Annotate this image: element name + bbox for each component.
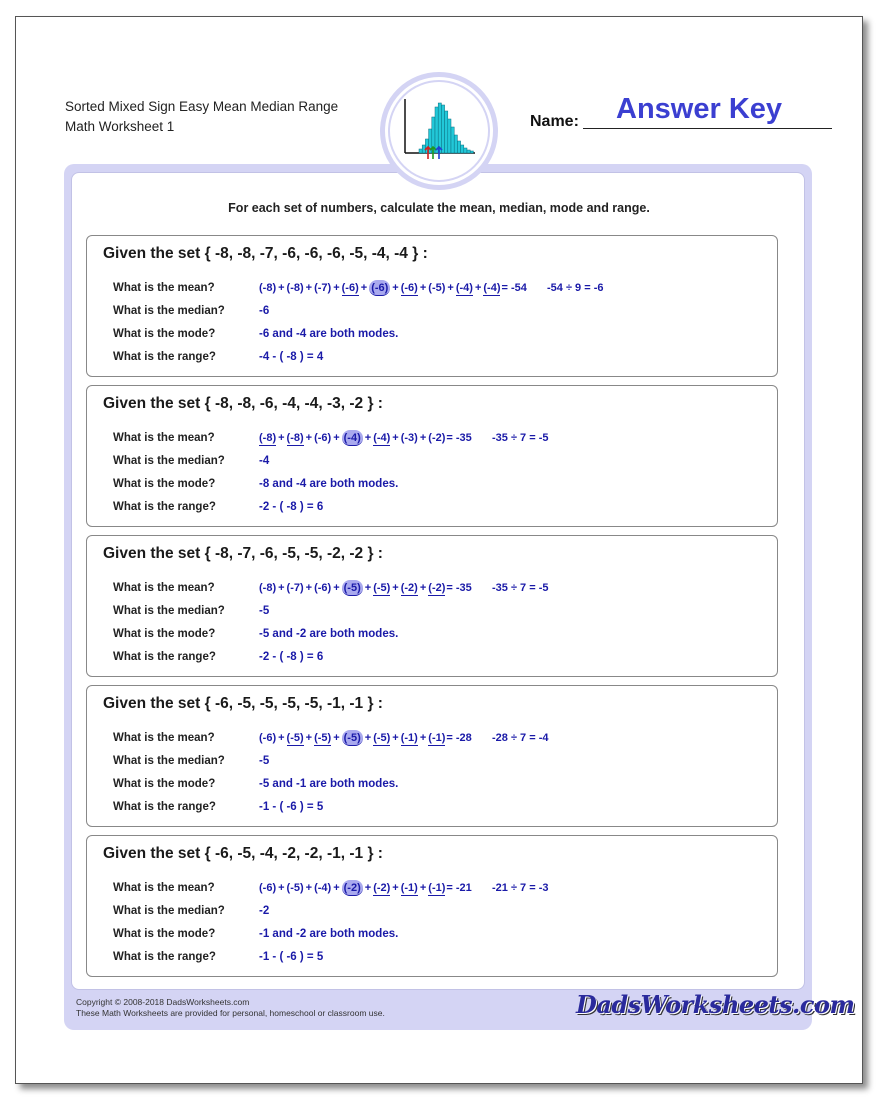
mean-label: What is the mean? [113,732,215,744]
mean-label: What is the mean? [113,882,215,894]
median-term: (-6) [371,282,389,294]
median-answer: -6 [259,305,270,317]
median-label: What is the median? [113,605,225,617]
median-row [113,453,773,471]
mean-row [113,730,773,748]
arrow-icons [425,147,442,159]
plus-sign: + [474,282,482,294]
footer-copyright [76,997,385,1019]
plus-sign: + [419,732,427,744]
plus-sign: + [360,282,368,294]
plus-sign: + [419,882,427,894]
histogram-bar [419,149,422,153]
mean-division: -54 ÷ 9 = -6 [547,282,604,294]
median-term: (-5) [343,732,361,744]
sum-term: (-4) [483,282,501,294]
plus-sign: + [333,432,340,444]
worksheet-frame [64,164,855,1030]
histogram-logo-icon [380,72,498,190]
range-answer: -1 - ( -6 ) = 5 [259,801,324,813]
histogram-bar [464,148,467,153]
sum-term: (-6) [400,282,418,294]
plus-sign: + [278,582,285,594]
sum-term: (-4) [455,282,473,294]
range-label: What is the range? [113,351,216,363]
range-answer: -4 - ( -8 ) = 4 [259,351,324,363]
sum-term: (-5) [373,732,391,744]
range-label: What is the range? [113,651,216,663]
sum-term: (-2) [373,882,391,894]
problem-box [86,685,778,827]
mode-answer: -8 and -4 are both modes. [259,478,399,490]
worksheet-content [71,172,805,990]
mean-division: -35 ÷ 7 = -5 [492,432,549,444]
histogram-bar [435,107,438,153]
instructions: For each set of numbers, calculate the mean, median, mode and range. [228,201,650,215]
median-answer: -4 [259,455,270,467]
mean-sum-expression [259,730,472,746]
mode-answer: -6 and -4 are both modes. [259,328,399,340]
sum-term: (-5) [314,732,332,744]
dadsworksheets-logo: DadsWorksheets.com [576,990,855,1019]
range-answer: -1 - ( -6 ) = 5 [259,951,324,963]
plus-sign: + [333,882,340,894]
plus-sign: + [447,282,454,294]
range-answer: -2 - ( -8 ) = 6 [259,501,324,513]
sum-term: (-5) [428,282,446,294]
sum-term: (-1) [400,732,418,744]
sum-result: = -28 [446,732,472,744]
histogram-bar [438,103,441,153]
histogram-bar [445,111,448,153]
plus-sign: + [392,732,399,744]
histogram-bar [441,105,444,153]
range-row [113,799,773,817]
sum-term: (-8) [259,432,277,444]
median-label: What is the median? [113,905,225,917]
median-row [113,753,773,771]
plus-sign: + [305,882,313,894]
sum-term: (-2) [400,582,418,594]
plus-sign: + [305,432,313,444]
plus-sign: + [333,582,340,594]
sum-term: (-6) [259,732,277,744]
sum-term: (-4) [373,432,391,444]
mean-label: What is the mean? [113,582,215,594]
name-label: Name: [530,113,579,130]
range-row [113,649,773,667]
mean-sum-expression [259,880,472,896]
mode-answer: -1 and -2 are both modes. [259,928,399,940]
histogram-bar [457,141,460,153]
range-answer: -2 - ( -8 ) = 6 [259,651,324,663]
mean-sum-expression [259,580,472,596]
sum-term: (-5) [286,732,304,744]
sum-result: = -35 [446,582,472,594]
median-row [113,903,773,921]
plus-sign: + [419,432,427,444]
sum-term: (-1) [428,882,446,894]
mode-label: What is the mode? [113,778,216,790]
median-term: (-4) [343,432,361,444]
plus-sign: + [305,282,313,294]
plus-sign: + [364,582,372,594]
sum-term: (-5) [286,882,304,894]
sum-term: (-6) [341,282,359,294]
title-line-2: Math Worksheet 1 [65,119,175,134]
sum-term: (-6) [314,582,332,594]
range-row [113,349,773,367]
sum-term: (-6) [259,882,277,894]
histogram-bar [467,150,470,153]
range-label: What is the range? [113,801,216,813]
histogram-bar [470,151,473,153]
set-title: Given the set { -8, -8, -6, -4, -4, -3, -2 } : [103,395,383,412]
median-label: What is the median? [113,305,225,317]
mean-sum-expression [259,280,527,296]
histogram-bar [454,135,457,153]
sum-term: (-5) [373,582,391,594]
mode-row [113,926,773,944]
histogram-bar [448,119,451,153]
range-row [113,499,773,517]
plus-sign: + [278,282,285,294]
range-label: What is the range? [113,951,216,963]
problem-box [86,385,778,527]
sum-term: (-7) [286,582,304,594]
mean-sum-expression [259,430,472,446]
problem-box [86,535,778,677]
sum-term: (-2) [428,582,446,594]
histogram-bar [461,145,464,153]
sum-term: (-8) [286,432,304,444]
range-label: What is the range? [113,501,216,513]
mean-row [113,280,773,298]
histogram-bar [451,127,454,153]
sum-term: (-8) [259,282,277,294]
range-row [113,949,773,967]
median-answer: -5 [259,605,270,617]
mode-label: What is the mode? [113,928,216,940]
title-line-1: Sorted Mixed Sign Easy Mean Median Range [65,99,339,114]
plus-sign: + [278,732,285,744]
mode-answer: -5 and -1 are both modes. [259,778,399,790]
sum-result: = -21 [446,882,472,894]
set-title: Given the set { -8, -8, -7, -6, -6, -6, -5, -4, -4 } : [103,245,428,262]
sum-result: = -54 [501,282,527,294]
sum-term: (-3) [400,432,418,444]
plus-sign: + [333,732,340,744]
set-title: Given the set { -6, -5, -4, -2, -2, -1, -1 } : [103,845,383,862]
median-term: (-2) [343,882,361,894]
plus-sign: + [419,582,427,594]
sum-term: (-8) [286,282,304,294]
set-title: Given the set { -6, -5, -5, -5, -5, -1, -1 } : [103,695,383,712]
mean-division: -21 ÷ 7 = -3 [492,882,549,894]
sum-term: (-2) [428,432,446,444]
worksheet-page [15,16,863,1084]
mode-label: What is the mode? [113,478,216,490]
sum-term: (-6) [314,432,332,444]
name-line [583,128,832,129]
mode-row [113,476,773,494]
set-title: Given the set { -8, -7, -6, -5, -5, -2, -2 } : [103,545,383,562]
plus-sign: + [333,282,340,294]
median-label: What is the median? [113,755,225,767]
plus-sign: + [419,282,427,294]
sum-result: = -35 [446,432,472,444]
median-label: What is the median? [113,455,225,467]
problem-box [86,835,778,977]
answer-key-text: Answer Key [616,93,783,125]
sum-term: (-1) [428,732,446,744]
mean-label: What is the mean? [113,432,215,444]
plus-sign: + [305,732,313,744]
mode-row [113,326,773,344]
plus-sign: + [392,582,399,594]
plus-sign: + [392,282,399,294]
mode-row [113,626,773,644]
plus-sign: + [364,432,372,444]
mean-row [113,880,773,898]
mean-division: -35 ÷ 7 = -5 [492,582,549,594]
plus-sign: + [305,582,313,594]
plus-sign: + [392,432,399,444]
mode-label: What is the mode? [113,328,216,340]
median-row [113,303,773,321]
plus-sign: + [392,882,399,894]
plus-sign: + [278,432,285,444]
mode-row [113,776,773,794]
mean-row [113,430,773,448]
plus-sign: + [278,882,285,894]
sum-term: (-7) [314,282,332,294]
mean-division: -28 ÷ 7 = -4 [492,732,549,744]
median-term: (-5) [343,582,361,594]
plus-sign: + [364,732,372,744]
worksheet-title [65,97,338,137]
median-answer: -5 [259,755,270,767]
problem-box [86,235,778,377]
mode-label: What is the mode? [113,628,216,640]
sum-term: (-1) [400,882,418,894]
sum-term: (-4) [314,882,332,894]
mean-row [113,580,773,598]
mode-answer: -5 and -2 are both modes. [259,628,399,640]
usage-notice: These Math Worksheets are provided for personal, homeschool or classroom use. [76,1008,385,1018]
median-answer: -2 [259,905,270,917]
sum-term: (-8) [259,582,277,594]
plus-sign: + [364,882,372,894]
histogram-chart-icon [403,97,477,159]
median-row [113,603,773,621]
mean-label: What is the mean? [113,282,215,294]
copyright-text: Copyright © 2008-2018 DadsWorksheets.com [76,997,250,1007]
